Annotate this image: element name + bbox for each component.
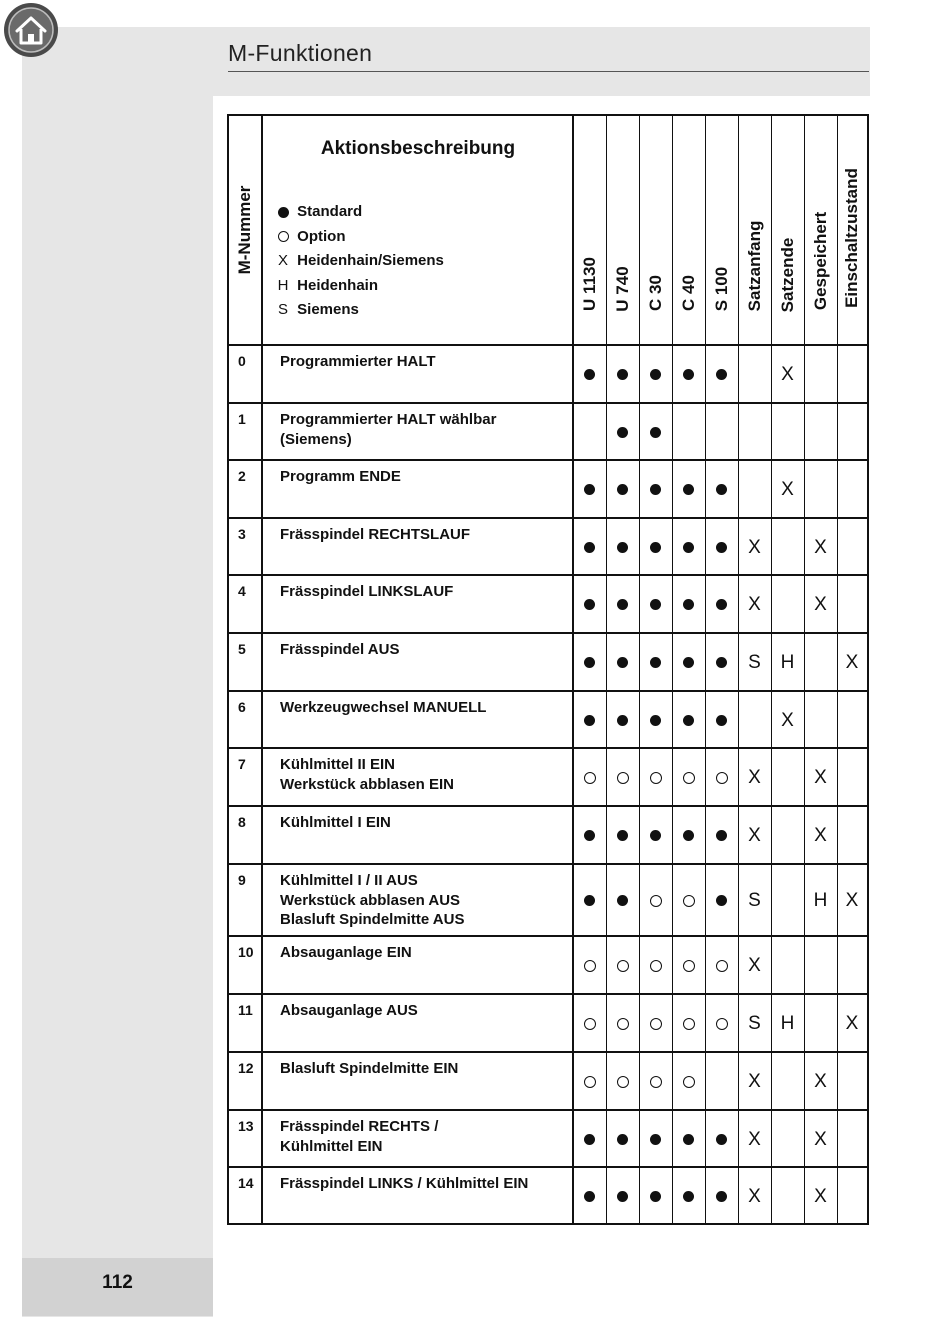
open-circle-icon — [672, 956, 706, 976]
row-divider — [229, 632, 867, 634]
filled-circle-icon — [606, 1130, 640, 1150]
cell-mark: S — [748, 652, 761, 673]
legend-item — [273, 225, 444, 250]
cell-mark: H — [813, 890, 828, 911]
filled-circle-icon — [639, 423, 673, 443]
m-number: 9 — [238, 872, 246, 888]
home-icon[interactable] — [4, 3, 58, 57]
cell-mark: X — [814, 1186, 827, 1207]
row-divider — [229, 344, 867, 346]
cell-mark: X — [814, 1128, 827, 1150]
open-circle-icon — [639, 891, 673, 911]
open-circle-icon — [573, 956, 607, 976]
row-divider — [229, 1166, 867, 1168]
filled-circle-icon — [573, 891, 607, 911]
page-title: M-Funktionen — [228, 40, 373, 66]
open-circle-icon — [573, 1072, 607, 1092]
cell-mark: X — [748, 955, 761, 976]
m-number: 2 — [238, 468, 246, 484]
filled-circle-icon — [639, 480, 673, 500]
open-circle-icon — [606, 768, 640, 788]
filled-circle-icon — [672, 1187, 706, 1207]
row-divider — [229, 402, 867, 404]
legend-symbol: H — [277, 276, 289, 294]
column-header: Satzanfang — [744, 220, 764, 311]
filled-circle-icon — [573, 1130, 607, 1150]
m-number: 8 — [238, 814, 246, 830]
open-circle-icon — [606, 1072, 640, 1092]
row-divider — [229, 863, 867, 865]
action-description: Kühlmittel I EIN — [280, 814, 391, 831]
filled-circle-icon — [639, 711, 673, 731]
filled-circle-icon — [573, 826, 607, 846]
filled-circle-icon — [705, 1187, 739, 1207]
open-circle-icon — [273, 225, 293, 250]
open-circle-icon — [705, 956, 739, 976]
open-circle-icon — [606, 956, 640, 976]
cell-mark: X — [748, 536, 761, 558]
filled-circle-icon — [705, 891, 739, 911]
cell-mark: X — [781, 479, 794, 500]
m-number: 11 — [238, 1002, 253, 1018]
filled-circle-icon — [672, 480, 706, 500]
legend-label: Standard — [293, 203, 363, 220]
open-circle-icon — [705, 1014, 739, 1034]
filled-circle-icon — [705, 653, 739, 673]
m-number: 10 — [238, 944, 254, 960]
legend-label: Heidenhain/Siemens — [293, 252, 444, 269]
open-circle-icon — [672, 768, 706, 788]
action-description: Frässpindel AUS — [280, 641, 400, 658]
m-number: 5 — [238, 641, 246, 657]
cell-mark: X — [748, 594, 761, 615]
m-number: 6 — [238, 699, 246, 715]
legend-item — [273, 249, 444, 274]
filled-circle-icon — [573, 538, 607, 558]
filled-circle-icon — [639, 365, 673, 385]
cell-mark: S — [748, 1013, 761, 1034]
column-header: C 30 — [645, 275, 665, 312]
home-icon-graphic — [4, 3, 58, 57]
open-circle-icon — [639, 1072, 673, 1092]
sidebar-panel — [22, 27, 213, 1317]
symbol-legend — [273, 200, 444, 323]
action-description: Werkzeugwechsel MANUELL — [280, 699, 487, 716]
m-functions-table — [227, 114, 869, 1225]
cell-mark: X — [845, 890, 859, 911]
row-divider — [229, 993, 867, 995]
filled-circle-icon — [672, 711, 706, 731]
filled-circle-icon — [606, 365, 640, 385]
filled-circle-icon — [606, 826, 640, 846]
filled-circle-icon — [705, 826, 739, 846]
action-description: Absauganlage AUS — [280, 1002, 418, 1019]
filled-circle-icon — [573, 711, 607, 731]
open-circle-icon — [672, 1014, 706, 1034]
m-number: 14 — [238, 1175, 254, 1191]
column-header: Einschaltzustand — [842, 167, 861, 308]
column-header: C 40 — [678, 275, 698, 312]
cell-mark: X — [748, 1186, 761, 1207]
legend-label: Option — [293, 227, 346, 245]
filled-circle-icon — [573, 653, 607, 673]
m-number: 13 — [238, 1118, 254, 1134]
column-header: U 1130 — [579, 257, 599, 312]
action-description: Blasluft Spindelmitte EIN — [280, 1060, 459, 1077]
action-description: Programmierter HALT wählbar (Siemens) — [280, 411, 497, 448]
filled-circle-icon — [672, 538, 706, 558]
filled-circle-icon — [705, 595, 739, 615]
filled-circle-icon — [573, 1187, 607, 1207]
filled-circle-icon — [273, 200, 293, 225]
filled-circle-icon — [573, 595, 607, 615]
filled-circle-icon — [606, 653, 640, 673]
filled-circle-icon — [639, 1187, 673, 1207]
legend-item — [273, 200, 444, 225]
cell-mark: H — [780, 652, 795, 673]
cell-mark: H — [780, 1013, 795, 1034]
column-header: U 740 — [612, 266, 632, 312]
filled-circle-icon — [639, 1130, 673, 1150]
legend-item — [273, 274, 444, 299]
m-number: 4 — [238, 583, 246, 599]
action-description: Kühlmittel I / II AUS Werkstück abblasen AUS Blasluft Spindelmitte AUS — [280, 872, 465, 928]
column-header: S 100 — [711, 266, 731, 311]
cell-mark: X — [845, 1013, 859, 1034]
open-circle-icon — [639, 768, 673, 788]
filled-circle-icon — [672, 653, 706, 673]
open-circle-icon — [606, 1014, 640, 1034]
filled-circle-icon — [672, 595, 706, 615]
filled-circle-icon — [705, 1130, 739, 1150]
filled-circle-icon — [639, 653, 673, 673]
open-circle-icon — [573, 1014, 607, 1034]
row-divider — [229, 574, 867, 576]
action-description: Programm ENDE — [280, 468, 401, 485]
open-circle-icon — [672, 1072, 706, 1092]
row-divider — [229, 747, 867, 749]
legend-item — [273, 298, 444, 323]
action-description: Frässpindel LINKSLAUF — [280, 583, 454, 600]
filled-circle-icon — [639, 826, 673, 846]
filled-circle-icon — [606, 538, 640, 558]
filled-circle-icon — [639, 538, 673, 558]
cell-mark: X — [748, 1071, 761, 1092]
row-divider — [229, 690, 867, 692]
filled-circle-icon — [606, 595, 640, 615]
page-number-box — [22, 1258, 213, 1316]
row-divider — [229, 517, 867, 519]
column-header: Satzende — [777, 237, 797, 313]
m-number-header: M-Nummer — [235, 185, 254, 275]
legend-label: Heidenhain — [293, 276, 379, 294]
cell-mark: X — [748, 1128, 761, 1150]
open-circle-icon — [705, 768, 739, 788]
cell-mark: X — [814, 767, 827, 788]
m-number: 0 — [238, 353, 246, 369]
legend-symbol: S — [277, 301, 288, 318]
action-description: Frässpindel LINKS / Kühlmittel EIN — [280, 1175, 529, 1192]
column-divider — [261, 116, 263, 1223]
filled-circle-icon — [639, 595, 673, 615]
row-divider — [229, 1109, 867, 1111]
cell-mark: X — [748, 767, 761, 788]
cell-mark: X — [781, 709, 794, 731]
m-number: 3 — [238, 526, 246, 542]
cell-mark: X — [845, 652, 859, 673]
filled-circle-icon — [672, 826, 706, 846]
filled-circle-icon — [705, 480, 739, 500]
legend-symbol: X — [277, 252, 288, 269]
cell-mark: X — [814, 594, 827, 615]
open-circle-icon — [672, 891, 706, 911]
action-description: Programmierter HALT — [280, 353, 436, 370]
action-description-header: Aktionsbeschreibung — [320, 138, 516, 159]
page-number: 112 — [102, 1272, 133, 1293]
filled-circle-icon — [606, 711, 640, 731]
cell-mark: X — [781, 364, 794, 385]
filled-circle-icon — [672, 365, 706, 385]
m-number: 7 — [238, 756, 246, 772]
title-divider — [228, 71, 869, 72]
filled-circle-icon — [606, 891, 640, 911]
action-description: Frässpindel RECHTS / Kühlmittel EIN — [280, 1118, 439, 1155]
action-description: Frässpindel RECHTSLAUF — [280, 526, 471, 543]
filled-circle-icon — [573, 365, 607, 385]
column-header: Gespeichert — [810, 211, 830, 310]
row-divider — [229, 805, 867, 807]
legend-label: Siemens — [293, 301, 359, 318]
open-circle-icon — [639, 956, 673, 976]
action-description: Kühlmittel II EIN Werkstück abblasen EIN — [280, 756, 454, 793]
m-number: 1 — [238, 411, 246, 427]
row-divider — [229, 459, 867, 461]
open-circle-icon — [639, 1014, 673, 1034]
filled-circle-icon — [705, 365, 739, 385]
filled-circle-icon — [705, 711, 739, 731]
open-circle-icon — [573, 768, 607, 788]
cell-mark: X — [814, 825, 827, 846]
filled-circle-icon — [606, 480, 640, 500]
cell-mark: X — [814, 536, 827, 558]
filled-circle-icon — [705, 538, 739, 558]
filled-circle-icon — [573, 480, 607, 500]
cell-mark: X — [814, 1071, 827, 1092]
action-description: Absauganlage EIN — [280, 944, 412, 961]
filled-circle-icon — [606, 423, 640, 443]
m-number: 12 — [238, 1060, 254, 1076]
row-divider — [229, 935, 867, 937]
cell-mark: S — [748, 890, 761, 911]
row-divider — [229, 1051, 867, 1053]
cell-mark: X — [748, 825, 761, 846]
filled-circle-icon — [606, 1187, 640, 1207]
filled-circle-icon — [672, 1130, 706, 1150]
